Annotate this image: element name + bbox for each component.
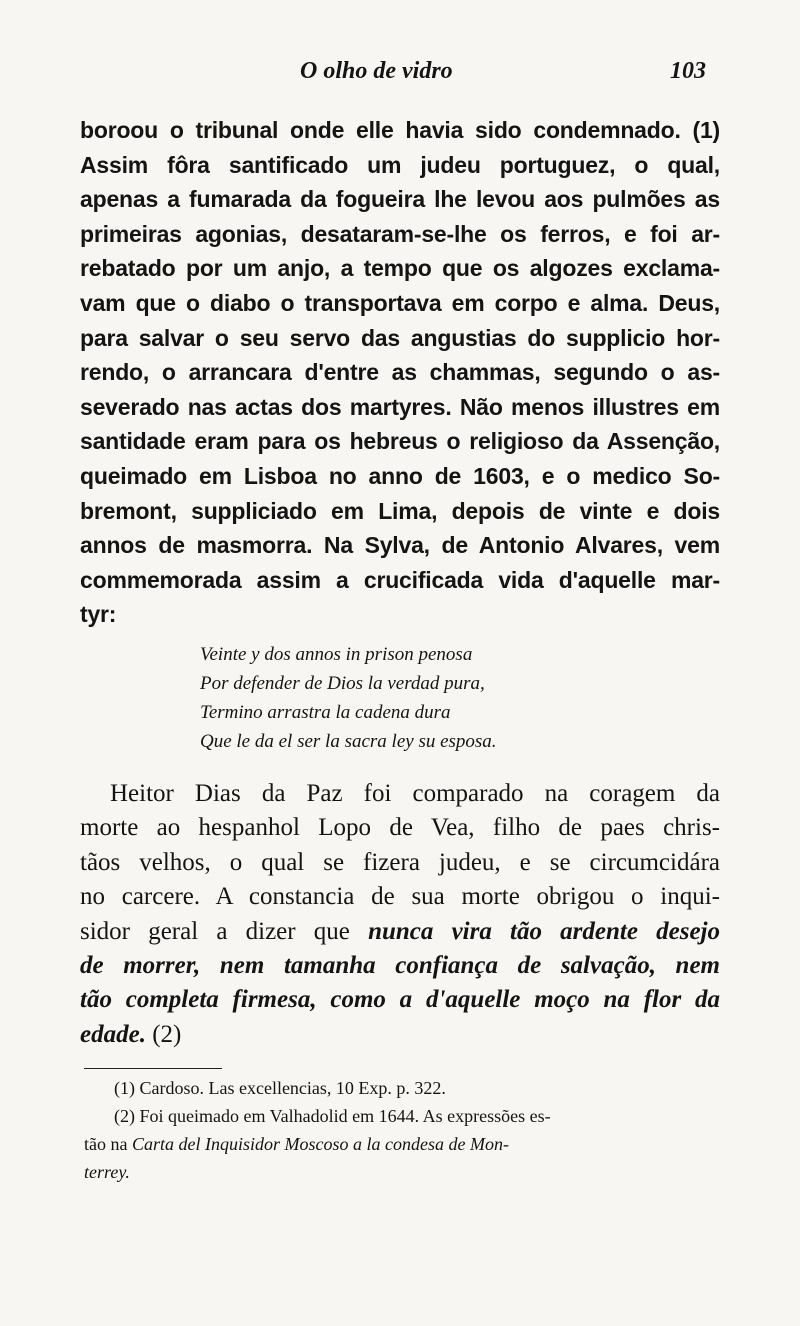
page-number: 103 [670,58,706,84]
text-line: tãos velhos, o qual se fizera judeu, e se circumcidára [80,848,720,876]
footnote-divider [84,1068,222,1069]
text-line: bremont, suppliciado em Lima, depois de vinte e dois [80,497,720,524]
italic-quote: de morrer, nem tamanha confiança de salvação, nem [80,951,720,979]
text-line: queimado em Lisboa no anno de 1603, e o medico So- [80,462,720,489]
text-line [80,915,720,949]
footnote-ref: (2) [145,1020,182,1048]
verse-line: Termino arrastra la cadena dura [200,702,451,723]
verse-line: Veinte y dos annos in prison penosa [200,644,473,665]
text-line: annos de masmorra. Na Sylva, de Antonio Alvares, vem [80,532,720,559]
text-line: vam que o diabo o transportava em corpo e alma. Deus, [80,289,720,316]
italic-title: terrey. [84,1162,130,1182]
text-run: tão na [84,1134,132,1154]
text-line: Heitor Dias da Paz foi comparado na coragem da [110,780,720,807]
text-line: apenas a fumarada da fogueira lhe levou aos pulmões as [80,186,720,213]
footnote-1: (1) Cardoso. Las excellencias, 10 Exp. p. 322. [114,1078,446,1098]
italic-title: Carta del Inquisidor Moscoso a la condesa de Mon- [131,1134,509,1154]
text-line: tyr: [80,601,117,628]
text-line: rebatado por um anjo, a tempo que os algozes exclama- [80,255,720,282]
text-line: Assim fôra santificado um judeu portuguez, o qual, [80,151,720,178]
page-header [0,54,800,94]
text-line: boroou o tribunal onde elle havia sido condemnado. (1) [80,117,720,143]
verse-quote [200,640,620,756]
text-line: commemorada assim a crucificada vida d'aquelle mar- [80,566,720,593]
italic-quote: nunca vira tão ardente desejo [368,917,720,945]
text-line: rendo, o arrancara d'entre as chammas, segundo o as- [80,359,720,386]
paragraph-1 [80,113,720,632]
verse-line: Por defender de Dios la verdad pura, [200,673,485,694]
text-line: morte ao hespanhol Lopo de Vea, filho de paes chris- [80,814,720,842]
footnote-2-cont [84,1158,720,1186]
text-line: primeiras agonias, desataram-se-lhe os ferros, e foi ar- [80,220,720,247]
footnote-2: (2) Foi queimado em Valhadolid em 1644. As expressões es- [114,1106,551,1126]
text-line: santidade eram para os hebreus o religioso da Assenção, [80,428,720,455]
text-line: no carcere. A constancia de sua morte obrigou o inqui- [80,883,720,911]
text-line: severado nas actas dos martyres. Não menos illustres em [80,393,720,420]
text-run: sidor geral a dizer que [80,917,369,945]
text-line: para salvar o seu servo das angustias do supplicio hor- [80,324,720,351]
text-line [80,1018,720,1052]
italic-quote: edade. [80,1020,146,1048]
paragraph-2 [80,777,720,1052]
running-title: O olho de vidro [300,58,453,84]
footnotes [84,1074,720,1186]
italic-quote: tão completa firmesa, como a d'aquelle moço na flor da [80,986,720,1014]
verse-line: Que le da el ser la sacra ley su esposa. [200,731,497,752]
footnote-2-cont [84,1130,720,1158]
